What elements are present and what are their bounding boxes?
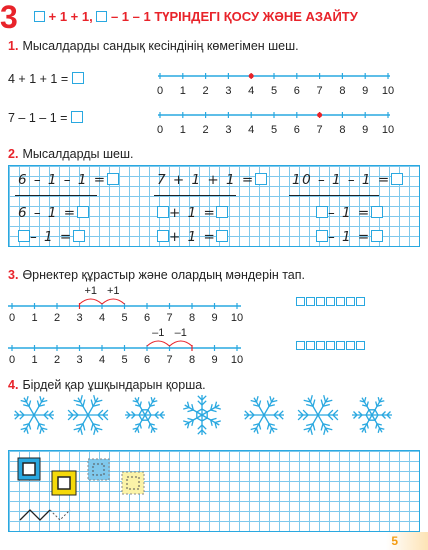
tick-label: 5 — [121, 354, 128, 366]
task2-g2-mid: + 1 = — [157, 205, 228, 221]
tick-label: 2 — [202, 124, 209, 136]
snowflake-icon[interactable] — [244, 396, 284, 434]
tick-label: 8 — [188, 354, 196, 366]
number-line-1 — [150, 68, 400, 98]
task2-g3-top: 10 – 1 – 1 = — [292, 172, 403, 188]
tick-label: 10 — [381, 124, 395, 136]
jump-arc — [102, 299, 125, 304]
snowflake-icon[interactable] — [183, 395, 221, 435]
blank-box — [34, 11, 45, 22]
task3-number: 3. — [8, 268, 19, 282]
divider — [15, 195, 97, 196]
task1-example-2 — [8, 111, 83, 125]
snowflake-icon[interactable] — [352, 397, 392, 433]
lesson-number-badge: 3 — [0, 0, 18, 35]
task2-g3-bot: – 1 = — [316, 229, 383, 245]
example-text: 4 + 1 + 1 = — [8, 72, 69, 86]
tick-label: 6 — [293, 85, 300, 97]
zigzag-line — [20, 510, 50, 520]
tick-label: 5 — [121, 312, 128, 324]
divider — [154, 195, 236, 196]
answer-box[interactable] — [157, 206, 169, 218]
answer-box[interactable] — [391, 173, 403, 185]
tick-label: 2 — [53, 312, 61, 324]
jump-arc — [170, 341, 193, 346]
tick-label: 4 — [98, 312, 106, 324]
pattern-drawing — [8, 450, 168, 530]
jump-label: +1 — [106, 285, 120, 297]
tick-label: 7 — [166, 354, 173, 366]
inner-square — [23, 463, 35, 475]
tick-label: 3 — [76, 312, 83, 324]
jump-arc — [80, 299, 103, 304]
task1-example-1 — [8, 72, 84, 86]
tick-label: 10 — [230, 312, 244, 324]
page-number: 5 — [386, 532, 428, 550]
expression-answer-row-1[interactable] — [296, 297, 366, 306]
lesson-title-part1: + 1 + 1, — [48, 9, 93, 24]
tick-label: 5 — [270, 85, 278, 97]
number-line-4 — [0, 326, 250, 366]
tick-label: 10 — [381, 85, 395, 97]
answer-box[interactable] — [77, 206, 89, 218]
task1-text: Мысалдарды сандық кесіндінің көмегімен шеш. — [22, 39, 299, 53]
tick-label: 3 — [76, 354, 83, 366]
tick-label: 6 — [293, 124, 300, 136]
tick-label: 2 — [202, 85, 209, 97]
tick-label: 0 — [156, 85, 164, 97]
task2-title — [8, 147, 133, 162]
answer-box[interactable] — [73, 230, 85, 242]
tick-label: 7 — [166, 312, 173, 324]
jump-label: –1 — [174, 327, 187, 339]
tick-label: 9 — [211, 354, 218, 366]
answer-box[interactable] — [316, 230, 328, 242]
tick-label: 10 — [230, 354, 244, 366]
lesson-title-part2: – 1 – 1 ТҮРІНДЕГІ ҚОСУ ЖӘНЕ АЗАЙТУ — [110, 9, 358, 24]
tick-label: 7 — [316, 85, 323, 97]
blank-box — [96, 11, 107, 22]
answer-box[interactable] — [216, 206, 228, 218]
dashed-zigzag-line — [50, 510, 70, 520]
task3-title — [8, 268, 305, 283]
tick-label: 0 — [8, 354, 16, 366]
jump-arc — [147, 341, 170, 346]
task2-g1-top: 6 – 1 – 1 = — [18, 172, 119, 188]
tick-label: 8 — [339, 85, 346, 97]
tick-label: 1 — [31, 354, 38, 366]
highlight-dot — [249, 74, 254, 79]
task4-text: Бірдей қар ұшқындарын қорша. — [22, 378, 206, 392]
task4-title — [8, 378, 206, 393]
tick-label: 4 — [248, 124, 255, 136]
answer-box[interactable] — [316, 206, 328, 218]
task4-number: 4. — [8, 378, 19, 392]
answer-box[interactable] — [107, 173, 119, 185]
answer-box[interactable] — [157, 230, 169, 242]
expression-answer-row-2[interactable] — [296, 341, 366, 350]
example-text: 7 – 1 – 1 = — [8, 111, 68, 125]
task3-text: Өрнектер құрастыр және олардың мәндерін тап. — [22, 268, 306, 282]
tick-label: 7 — [316, 124, 323, 136]
tick-label: 9 — [362, 85, 369, 97]
tick-label: 8 — [188, 312, 196, 324]
tick-label: 5 — [270, 124, 278, 136]
task2-g2-top: 7 + 1 + 1 = — [157, 172, 267, 188]
tick-label: 1 — [179, 124, 186, 136]
answer-box[interactable] — [18, 230, 30, 242]
answer-box[interactable] — [216, 230, 228, 242]
tick-label: 1 — [179, 85, 186, 97]
snowflake-icon[interactable] — [298, 395, 338, 435]
tick-label: 3 — [225, 124, 232, 136]
inner-square — [58, 477, 70, 489]
task1-title — [8, 39, 299, 54]
tick-label: 0 — [8, 312, 16, 324]
tick-label: 4 — [98, 354, 106, 366]
tick-label: 6 — [143, 312, 151, 324]
snowflake-icon[interactable] — [125, 397, 165, 433]
task2-number: 2. — [8, 147, 19, 161]
tick-label: 2 — [53, 354, 61, 366]
task2-g1-mid: 6 – 1 = — [18, 205, 89, 221]
tick-label: 9 — [362, 124, 369, 136]
tick-label: 6 — [143, 354, 151, 366]
jump-label: –1 — [152, 327, 165, 339]
answer-box[interactable] — [71, 111, 83, 123]
jump-label: +1 — [84, 285, 98, 297]
task2-g3-mid: – 1 = — [316, 205, 383, 221]
tick-label: 3 — [225, 85, 232, 97]
snowflake-icon[interactable] — [14, 396, 54, 434]
answer-box[interactable] — [371, 230, 383, 242]
answer-box[interactable] — [72, 72, 84, 84]
task2-text: Мысалдарды шеш. — [22, 147, 134, 161]
tick-label: 9 — [211, 312, 218, 324]
answer-box[interactable] — [371, 206, 383, 218]
task2-g2-bot: + 1 = — [157, 229, 228, 245]
divider — [289, 195, 379, 196]
snowflake-icon[interactable] — [68, 395, 108, 435]
lesson-title — [34, 9, 358, 25]
tick-label: 4 — [248, 85, 255, 97]
dashed-yellow-square — [122, 472, 144, 494]
tick-label: 0 — [156, 124, 164, 136]
highlight-dot — [317, 113, 322, 118]
snowflakes-row — [0, 392, 428, 442]
number-line-2 — [150, 107, 400, 137]
task1-number: 1. — [8, 39, 19, 53]
tick-label: 8 — [339, 124, 346, 136]
answer-box[interactable] — [255, 173, 267, 185]
number-line-3 — [0, 284, 250, 324]
task2-g1-bot: – 1 = — [18, 229, 85, 245]
tick-label: 1 — [31, 312, 38, 324]
dashed-blue-square — [88, 459, 109, 480]
